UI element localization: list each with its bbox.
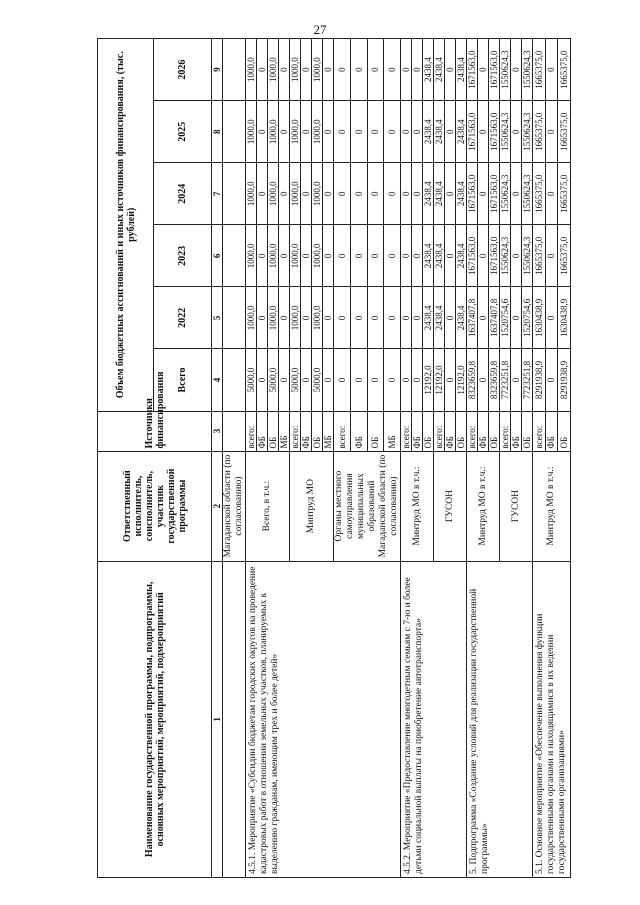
cont-empty xyxy=(223,101,246,163)
row-value: 1550624,3 xyxy=(500,39,511,101)
row-value: 0 xyxy=(279,101,290,163)
row-value: 0 xyxy=(511,101,522,163)
budget-table xyxy=(97,38,571,878)
header-name: Наименование государственной программы, подпрограммы, основных мероприятий, мероприятий, подмероприятий xyxy=(98,561,212,877)
row-value: 1550624,3 xyxy=(522,39,533,101)
row-value: 1000,0 xyxy=(246,39,257,101)
row-source: МБ xyxy=(279,411,290,451)
row-value: 0 xyxy=(384,163,401,225)
row-value: 0 xyxy=(323,39,334,101)
row-value: 1665375,0 xyxy=(558,163,571,225)
row-value: 0 xyxy=(412,287,423,349)
row-value: 12192,0 xyxy=(456,349,467,411)
row-value: 8323659,8 xyxy=(489,349,500,411)
row-value: 0 xyxy=(350,163,367,225)
row-value: 0 xyxy=(367,101,384,163)
header-sources: Источники финансирования xyxy=(98,411,212,451)
rotated-table-wrapper xyxy=(97,38,570,878)
row-value: 0 xyxy=(301,225,312,287)
row-value: 1000,0 xyxy=(312,163,323,225)
row-value: 0 xyxy=(334,101,351,163)
row-value: 0 xyxy=(545,101,558,163)
row-value: 1000,0 xyxy=(246,287,257,349)
row-value: 0 xyxy=(323,287,334,349)
row-value: 0 xyxy=(384,39,401,101)
row-value: 0 xyxy=(257,349,268,411)
header-funding-group: Объем бюджетных ассигнований и иных источников финансирования, (тыс. рублей) xyxy=(98,39,154,412)
cont-empty xyxy=(223,225,246,287)
row-value: 0 xyxy=(445,225,456,287)
row-value: 2438,4 xyxy=(456,101,467,163)
row-value: 7723251,8 xyxy=(500,349,511,411)
row-value: 5000,0 xyxy=(268,349,279,411)
row-value: 1665375,0 xyxy=(533,39,546,101)
header-year: 2025 xyxy=(154,101,212,163)
row-source: ФБ xyxy=(445,411,456,451)
cont-name-cell xyxy=(223,561,246,877)
row-value: 1630438,9 xyxy=(533,287,546,349)
row-value: 0 xyxy=(301,39,312,101)
row-responsible: Минтруд МО в т.ч.: xyxy=(467,451,500,561)
row-responsible: Минтруд МО в т.ч.: xyxy=(533,451,571,561)
row-source: ФБ xyxy=(511,411,522,451)
row-value: 1000,0 xyxy=(290,225,301,287)
row-value: 1671563,0 xyxy=(489,39,500,101)
row-value: 1550624,3 xyxy=(500,163,511,225)
row-value: 1000,0 xyxy=(268,163,279,225)
table-row xyxy=(467,39,478,878)
row-value: 1550624,3 xyxy=(522,163,533,225)
row-value: 0 xyxy=(257,163,268,225)
row-value: 0 xyxy=(301,101,312,163)
row-value: 1671563,0 xyxy=(467,39,478,101)
row-value: 1550624,3 xyxy=(500,225,511,287)
row-value: 8291938,9 xyxy=(533,349,546,411)
row-source: МБ xyxy=(384,411,401,451)
row-value: 1000,0 xyxy=(290,101,301,163)
section-5 xyxy=(467,39,533,878)
row-value: 0 xyxy=(545,39,558,101)
row-source: ОБ xyxy=(312,411,323,451)
row-responsible: ГУСОН xyxy=(434,451,467,561)
row-value: 0 xyxy=(412,225,423,287)
row-source: всего: xyxy=(533,411,546,451)
section-4-5-1 xyxy=(246,39,401,878)
header-responsible: Ответственный исполнитель, соисполнитель, участник государственной программы xyxy=(98,451,212,561)
row-source: ОБ xyxy=(456,411,467,451)
row-value: 0 xyxy=(367,287,384,349)
row-source: ФБ xyxy=(478,411,489,451)
col-number: 4 xyxy=(212,349,223,411)
row-value: 0 xyxy=(478,39,489,101)
row-value: 1665375,0 xyxy=(533,163,546,225)
row-source: всего: xyxy=(434,411,445,451)
row-value: 0 xyxy=(301,349,312,411)
row-value: 1000,0 xyxy=(312,101,323,163)
row-value: 12192,0 xyxy=(434,349,445,411)
row-source: всего: xyxy=(500,411,511,451)
row-value: 0 xyxy=(401,287,412,349)
row-value: 2438,4 xyxy=(456,287,467,349)
cont-empty xyxy=(223,411,246,451)
cont-empty xyxy=(223,163,246,225)
row-value: 1000,0 xyxy=(268,287,279,349)
row-source: ОБ xyxy=(268,411,279,451)
row-source: ФБ xyxy=(301,411,312,451)
row-value: 2438,4 xyxy=(434,101,445,163)
row-value: 0 xyxy=(367,163,384,225)
row-value: 0 xyxy=(334,225,351,287)
col-number: 8 xyxy=(212,101,223,163)
row-value: 0 xyxy=(545,163,558,225)
row-value: 0 xyxy=(445,39,456,101)
row-value: 0 xyxy=(279,225,290,287)
row-value: 5000,0 xyxy=(246,349,257,411)
row-value: 0 xyxy=(545,225,558,287)
row-value: 0 xyxy=(384,349,401,411)
row-value: 1000,0 xyxy=(268,39,279,101)
row-name: 4.5.1. Мероприятие «Субсидии бюджетам городских округов на проведение кадастровых работ в отношении земельных участков, планируемых к выделению гражданам, имеющим трех и более детей» xyxy=(246,561,401,877)
row-responsible: Минтруд МО xyxy=(290,451,334,561)
row-value: 0 xyxy=(478,349,489,411)
table-row xyxy=(533,39,546,878)
row-name: 4.5.2. Мероприятие «Предоставление многодетным семьям с 7-ю и более детьми социальной выплаты на приобретение автотранспорта» xyxy=(401,561,467,877)
row-value: 0 xyxy=(412,349,423,411)
row-value: 0 xyxy=(401,39,412,101)
cont-empty xyxy=(223,287,246,349)
row-value: 0 xyxy=(350,39,367,101)
row-source: всего: xyxy=(334,411,351,451)
row-value: 0 xyxy=(401,101,412,163)
row-value: 12192,0 xyxy=(423,349,434,411)
row-source: ФБ xyxy=(350,411,367,451)
row-value: 0 xyxy=(323,163,334,225)
row-value: 0 xyxy=(323,101,334,163)
row-responsible: Органы местного самоуправления муниципальных образований Магаданской области (по согласованию) xyxy=(334,451,401,561)
col-number: 2 xyxy=(212,451,223,561)
row-value: 1637407,8 xyxy=(467,287,478,349)
row-value: 0 xyxy=(323,349,334,411)
row-value: 0 xyxy=(478,225,489,287)
row-value: 0 xyxy=(323,225,334,287)
row-value: 1665375,0 xyxy=(558,39,571,101)
row-source: ОБ xyxy=(489,411,500,451)
header-total: Всего xyxy=(154,349,212,411)
row-value: 2438,4 xyxy=(423,163,434,225)
row-value: 2438,4 xyxy=(423,39,434,101)
row-source: всего: xyxy=(290,411,301,451)
row-value: 2438,4 xyxy=(423,225,434,287)
row-value: 0 xyxy=(257,225,268,287)
row-value: 2438,4 xyxy=(456,163,467,225)
row-value: 0 xyxy=(511,163,522,225)
row-value: 0 xyxy=(367,225,384,287)
row-value: 1000,0 xyxy=(312,225,323,287)
row-value: 1000,0 xyxy=(290,163,301,225)
row-value: 0 xyxy=(367,39,384,101)
row-value: 2438,4 xyxy=(423,287,434,349)
row-value: 0 xyxy=(257,39,268,101)
row-value: 0 xyxy=(384,287,401,349)
row-value: 0 xyxy=(334,287,351,349)
row-value: 1000,0 xyxy=(246,163,257,225)
row-value: 1000,0 xyxy=(312,39,323,101)
row-value: 1550624,3 xyxy=(522,225,533,287)
row-value: 5000,0 xyxy=(312,349,323,411)
row-value: 0 xyxy=(511,225,522,287)
row-value: 1550624,3 xyxy=(500,101,511,163)
row-value: 0 xyxy=(445,101,456,163)
row-value: 0 xyxy=(545,349,558,411)
header-year: 2022 xyxy=(154,287,212,349)
row-value: 2438,4 xyxy=(423,101,434,163)
row-value: 1671563,0 xyxy=(467,101,478,163)
section-4-5-2 xyxy=(401,39,467,878)
table-row xyxy=(401,39,412,878)
row-source: ОБ xyxy=(558,411,571,451)
row-value: 1671563,0 xyxy=(489,101,500,163)
cont-responsible: Магаданской области (по согласованию) xyxy=(223,451,246,561)
row-value: 1520754,6 xyxy=(500,287,511,349)
row-value: 2438,4 xyxy=(434,39,445,101)
header-year: 2026 xyxy=(154,39,212,101)
row-value: 7723251,8 xyxy=(522,349,533,411)
row-value: 1665375,0 xyxy=(533,101,546,163)
row-value: 1000,0 xyxy=(268,225,279,287)
col-number: 6 xyxy=(212,225,223,287)
row-value: 1000,0 xyxy=(268,101,279,163)
row-source: ФБ xyxy=(412,411,423,451)
row-value: 1550624,3 xyxy=(522,101,533,163)
row-value: 0 xyxy=(511,287,522,349)
row-value: 0 xyxy=(478,101,489,163)
row-value: 1000,0 xyxy=(290,287,301,349)
row-value: 0 xyxy=(334,163,351,225)
row-value: 0 xyxy=(279,39,290,101)
row-value: 0 xyxy=(445,349,456,411)
cont-empty xyxy=(223,39,246,101)
row-source: всего: xyxy=(246,411,257,451)
col-number: 3 xyxy=(212,411,223,451)
row-value: 0 xyxy=(279,287,290,349)
row-value: 1671563,0 xyxy=(467,225,478,287)
table-row xyxy=(246,39,257,878)
row-value: 2438,4 xyxy=(456,39,467,101)
row-value: 1671563,0 xyxy=(467,163,478,225)
row-value: 0 xyxy=(350,349,367,411)
row-source: ОБ xyxy=(367,411,384,451)
row-value: 0 xyxy=(334,39,351,101)
row-value: 0 xyxy=(445,287,456,349)
row-value: 1671563,0 xyxy=(489,163,500,225)
row-value: 1665375,0 xyxy=(558,101,571,163)
row-value: 1665375,0 xyxy=(558,225,571,287)
row-value: 1637407,8 xyxy=(489,287,500,349)
row-responsible: ГУСОН xyxy=(500,451,533,561)
row-value: 0 xyxy=(401,349,412,411)
row-value: 0 xyxy=(445,163,456,225)
col-number: 7 xyxy=(212,163,223,225)
row-source: ОБ xyxy=(522,411,533,451)
row-value: 0 xyxy=(401,163,412,225)
row-value: 8291938,9 xyxy=(558,349,571,411)
cont-empty xyxy=(223,349,246,411)
row-value: 0 xyxy=(301,287,312,349)
row-value: 0 xyxy=(350,101,367,163)
row-source: ФБ xyxy=(545,411,558,451)
row-value: 0 xyxy=(412,163,423,225)
row-value: 0 xyxy=(350,287,367,349)
row-value: 0 xyxy=(478,163,489,225)
row-value: 8323659,8 xyxy=(467,349,478,411)
row-source: ФБ xyxy=(257,411,268,451)
row-value: 1630438,9 xyxy=(558,287,571,349)
row-value: 0 xyxy=(511,349,522,411)
row-value: 0 xyxy=(412,39,423,101)
row-value: 0 xyxy=(367,349,384,411)
row-value: 0 xyxy=(257,101,268,163)
row-value: 2438,4 xyxy=(434,287,445,349)
row-responsible: Всего, в т.ч.: xyxy=(246,451,290,561)
row-value: 1000,0 xyxy=(246,225,257,287)
row-value: 0 xyxy=(350,225,367,287)
row-value: 1520754,6 xyxy=(522,287,533,349)
row-value: 1000,0 xyxy=(246,101,257,163)
col-number: 9 xyxy=(212,39,223,101)
row-value: 0 xyxy=(478,287,489,349)
row-source: ОБ xyxy=(423,411,434,451)
row-responsible: Минтруд МО в т.ч.: xyxy=(401,451,434,561)
row-value: 1000,0 xyxy=(290,39,301,101)
col-number: 5 xyxy=(212,287,223,349)
row-value: 1671563,0 xyxy=(489,225,500,287)
row-value: 0 xyxy=(257,287,268,349)
row-value: 0 xyxy=(334,349,351,411)
row-value: 0 xyxy=(384,225,401,287)
header-year: 2024 xyxy=(154,163,212,225)
row-value: 2438,4 xyxy=(456,225,467,287)
header-year: 2023 xyxy=(154,225,212,287)
row-name: 5.1. Основное мероприятие «Обеспечение выполнения функции государственными органами и находящимися в их ведении государственными организациями» xyxy=(533,561,571,877)
row-source: всего: xyxy=(467,411,478,451)
row-value: 0 xyxy=(401,225,412,287)
row-value: 0 xyxy=(412,101,423,163)
row-value: 1000,0 xyxy=(312,287,323,349)
row-value: 0 xyxy=(384,101,401,163)
row-value: 0 xyxy=(301,163,312,225)
row-value: 0 xyxy=(545,287,558,349)
section-5-1 xyxy=(533,39,571,878)
row-value: 2438,4 xyxy=(434,225,445,287)
row-value: 1665375,0 xyxy=(533,225,546,287)
col-number: 1 xyxy=(212,561,223,877)
row-value: 2438,4 xyxy=(434,163,445,225)
row-name: 5. Подпрограмма «Создание условий для реализации государственной программы» xyxy=(467,561,533,877)
row-value: 0 xyxy=(279,349,290,411)
row-source: всего: xyxy=(401,411,412,451)
row-value: 0 xyxy=(279,163,290,225)
page-number: 27 xyxy=(313,22,327,37)
row-value: 5000,0 xyxy=(290,349,301,411)
row-value: 0 xyxy=(511,39,522,101)
row-source: МБ xyxy=(323,411,334,451)
